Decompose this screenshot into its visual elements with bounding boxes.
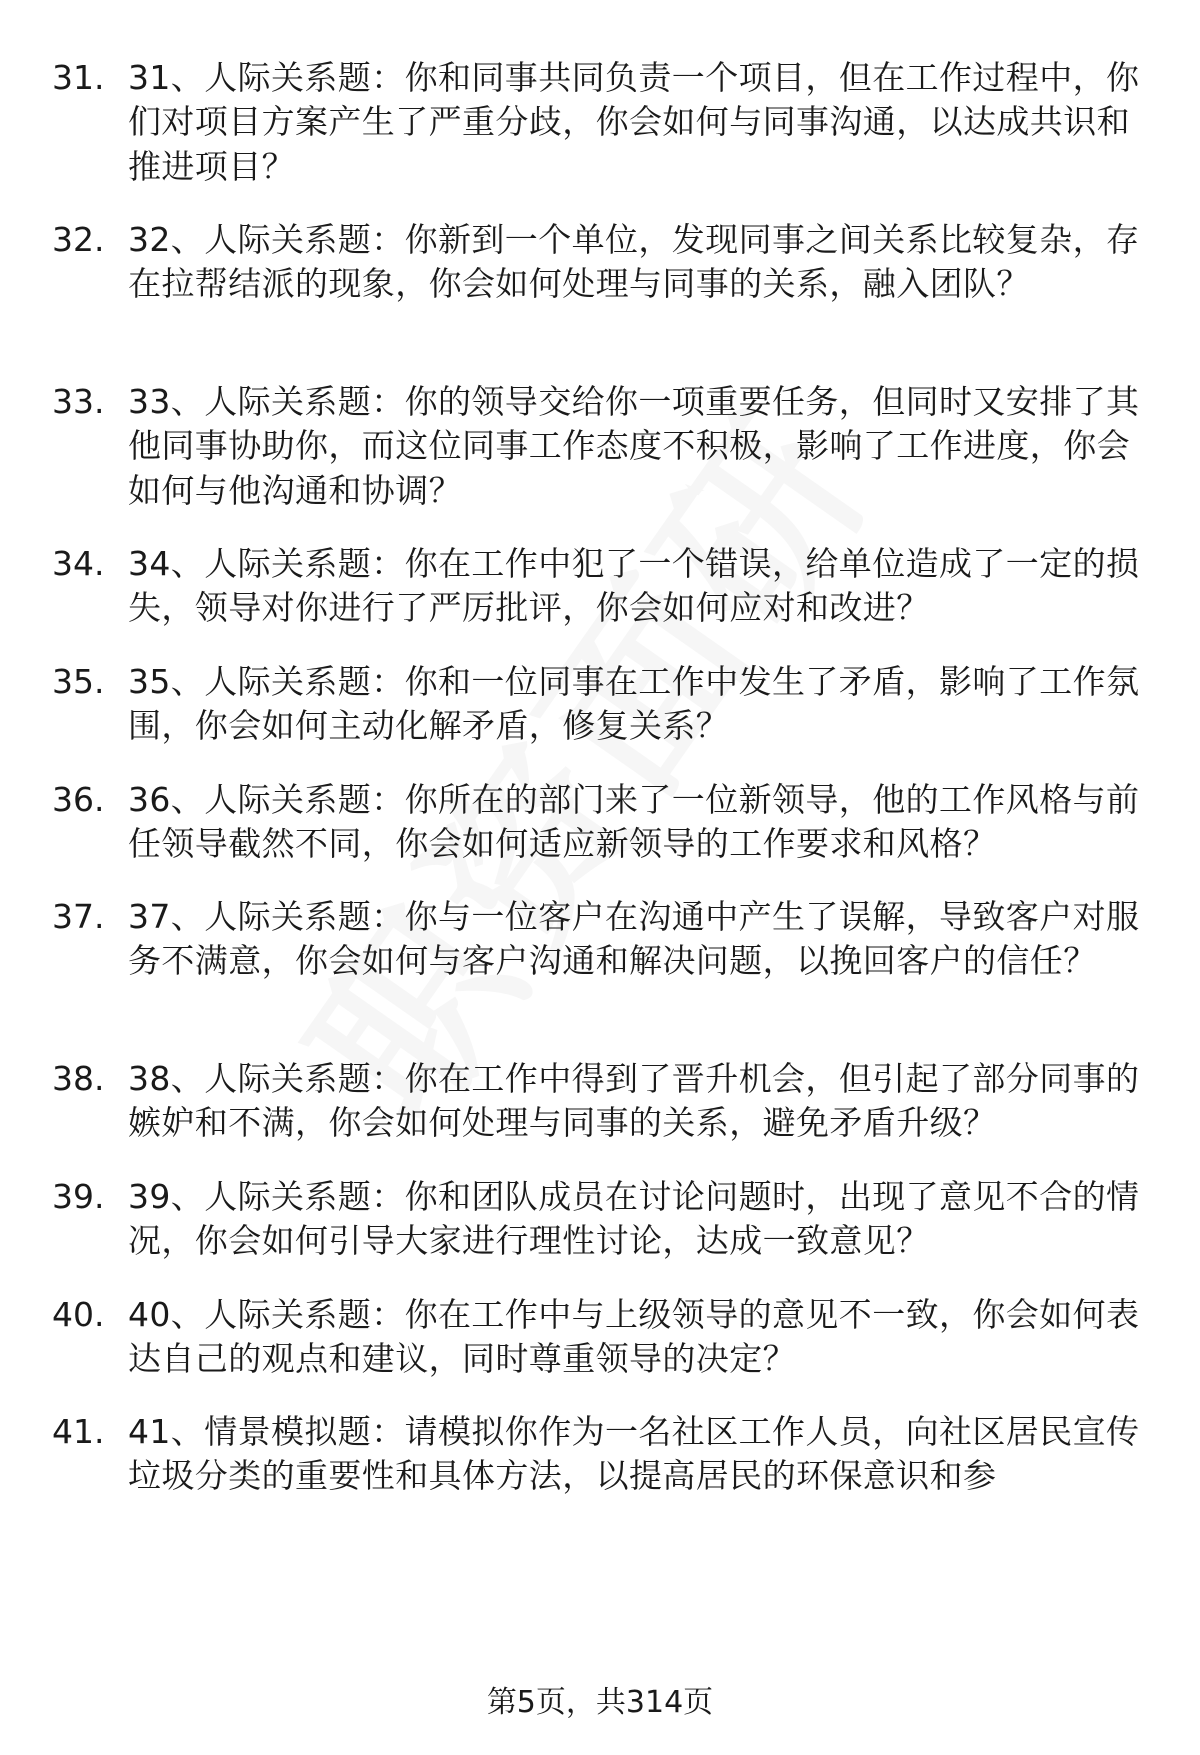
item-number: 31. [52,58,105,97]
item-number: 32. [52,220,105,259]
item-number: 33. [52,382,105,421]
item-number: 41. [52,1412,105,1451]
item-text: 35、人际关系题：你和一位同事在工作中发生了矛盾，影响了工作氛围，你会如何主动化解矛盾，修复关系？ [128,662,1140,746]
item-text: 40、人际关系题：你在工作中与上级领导的意见不一致，你会如何表达自己的观点和建议，同时尊重领导的决定？ [128,1295,1140,1379]
item-number: 36. [52,780,105,819]
item-text: 38、人际关系题：你在工作中得到了晋升机会，但引起了部分同事的嫉妒和不满，你会如何处理与同事的关系，避免矛盾升级？ [128,1059,1140,1143]
item-number: 34. [52,544,105,583]
item-number: 39. [52,1177,105,1216]
item-number: 38. [52,1059,105,1098]
item-text: 33、人际关系题：你的领导交给你一项重要任务，但同时又安排了其他同事协助你，而这位同事工作态度不积极，影响了工作进度，你会如何与他沟通和协调？ [128,382,1140,510]
item-text: 39、人际关系题：你和团队成员在讨论问题时，出现了意见不合的情况，你会如何引导大家进行理性讨论，达成一致意见？ [128,1177,1140,1261]
item-text: 34、人际关系题：你在工作中犯了一个错误，给单位造成了一定的损失，领导对你进行了严厉批评，你会如何应对和改进？ [128,544,1140,628]
item-text: 31、人际关系题：你和同事共同负责一个项目，但在工作过程中，你们对项目方案产生了严重分歧，你会如何与同事沟通，以达成共识和推进项目？ [128,58,1140,186]
item-text: 37、人际关系题：你与一位客户在沟通中产生了误解，导致客户对服务不满意，你会如何与客户沟通和解决问题，以挽回客户的信任？ [128,897,1140,981]
item-number: 40. [52,1295,105,1334]
page-footer: 第5页，共314页 [486,1685,714,1720]
item-text: 36、人际关系题：你所在的部门来了一位新领导，他的工作风格与前任领导截然不同，你会如何适应新领导的工作要求和风格？ [128,780,1140,864]
item-number: 37. [52,897,105,936]
item-text: 41、情景模拟题：请模拟你作为一名社区工作人员，向社区居民宣传垃圾分类的重要性和具体方法，以提高居民的环保意识和参 [128,1412,1140,1496]
item-text: 32、人际关系题：你新到一个单位，发现同事之间关系比较复杂，存在拉帮结派的现象，你会如何处理与同事的关系，融入团队？ [128,220,1140,304]
item-number: 35. [52,662,105,701]
